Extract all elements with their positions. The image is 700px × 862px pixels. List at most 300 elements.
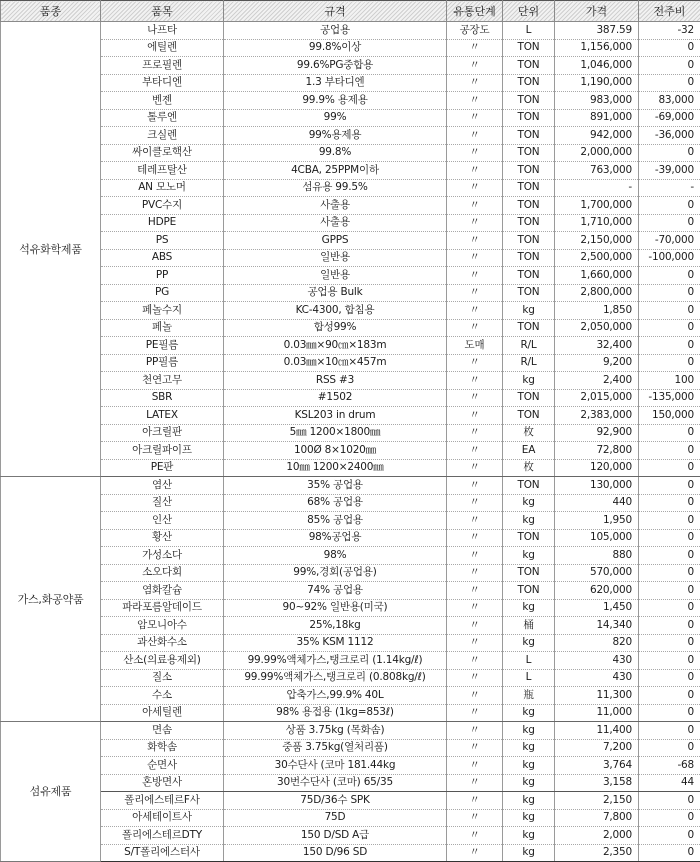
distribution-cell: 〃: [447, 774, 503, 792]
item-cell: 나프타: [101, 22, 224, 40]
weekly-change-cell: 0: [639, 652, 700, 670]
price-cell: 92,900: [555, 424, 639, 442]
item-cell: 테레프탈산: [101, 162, 224, 180]
item-cell: HDPE: [101, 214, 224, 232]
table-row: [1, 739, 700, 757]
price-cell: 2,150: [555, 792, 639, 810]
price-cell: 2,000: [555, 827, 639, 845]
spec-cell: 98% 용접용 (1kg=853ℓ): [224, 704, 447, 722]
unit-cell: TON: [503, 267, 555, 285]
price-cell: 2,500,000: [555, 249, 639, 267]
weekly-change-cell: 0: [639, 687, 700, 705]
weekly-change-cell: 0: [639, 582, 700, 600]
weekly-change-cell: 0: [639, 739, 700, 757]
weekly-change-cell: 0: [639, 144, 700, 162]
item-cell: 염산: [101, 477, 224, 495]
spec-cell: KC-4300, 합침용: [224, 302, 447, 320]
item-cell: 부타디엔: [101, 74, 224, 92]
distribution-cell: 〃: [447, 669, 503, 687]
table-row: [1, 424, 700, 442]
table-row: [1, 512, 700, 530]
unit-cell: TON: [503, 92, 555, 110]
spec-cell: 일반용: [224, 267, 447, 285]
spec-cell: 99.8%이상: [224, 39, 447, 57]
item-cell: 크실렌: [101, 127, 224, 145]
weekly-change-cell: 0: [639, 302, 700, 320]
unit-cell: TON: [503, 232, 555, 250]
unit-cell: kg: [503, 809, 555, 827]
distribution-cell: 도매: [447, 337, 503, 355]
price-cell: 1,190,000: [555, 74, 639, 92]
item-cell: PE필름: [101, 337, 224, 355]
item-cell: 질소: [101, 669, 224, 687]
distribution-cell: 〃: [447, 232, 503, 250]
spec-cell: 98%공업용: [224, 529, 447, 547]
item-cell: 질산: [101, 494, 224, 512]
spec-cell: 30수단사 (코마 181.44kg: [224, 757, 447, 775]
table-row: [1, 22, 700, 40]
spec-cell: 99.99%액체가스,탱크로리 (1.14kg/ℓ): [224, 652, 447, 670]
unit-cell: TON: [503, 582, 555, 600]
spec-cell: 중품 3.75kg(열처리품): [224, 739, 447, 757]
distribution-cell: 〃: [447, 547, 503, 565]
weekly-change-cell: 0: [639, 267, 700, 285]
category-cell: 섬유제품: [1, 722, 101, 862]
item-cell: 산소(의료용제외): [101, 652, 224, 670]
unit-cell: TON: [503, 39, 555, 57]
table-row: [1, 109, 700, 127]
spec-cell: 30번수단사 (코마) 65/35: [224, 774, 447, 792]
table-row: [1, 547, 700, 565]
item-cell: 폴리에스테르DTY: [101, 827, 224, 845]
price-cell: 2,350: [555, 844, 639, 862]
unit-cell: TON: [503, 564, 555, 582]
price-cell: 7,200: [555, 739, 639, 757]
table-row: [1, 389, 700, 407]
distribution-cell: 〃: [447, 302, 503, 320]
spec-cell: 35% KSM 1112: [224, 634, 447, 652]
price-cell: 11,300: [555, 687, 639, 705]
price-cell: 942,000: [555, 127, 639, 145]
table-row: [1, 179, 700, 197]
price-cell: 105,000: [555, 529, 639, 547]
category-cell: 석유화학제품: [1, 22, 101, 477]
distribution-cell: 〃: [447, 214, 503, 232]
weekly-change-cell: -39,000: [639, 162, 700, 180]
price-cell: 1,046,000: [555, 57, 639, 75]
price-cell: 983,000: [555, 92, 639, 110]
table-row: [1, 197, 700, 215]
table-row: [1, 477, 700, 495]
spec-cell: 일반용: [224, 249, 447, 267]
item-cell: 소오다회: [101, 564, 224, 582]
table-row: [1, 319, 700, 337]
unit-cell: R/L: [503, 354, 555, 372]
item-cell: SBR: [101, 389, 224, 407]
price-cell: 1,660,000: [555, 267, 639, 285]
spec-cell: 10㎜ 1200×2400㎜: [224, 459, 447, 477]
item-cell: 천연고무: [101, 372, 224, 390]
spec-cell: 1.3 부타디엔: [224, 74, 447, 92]
item-cell: 벤젠: [101, 92, 224, 110]
spec-cell: 90~92% 일반용(미국): [224, 599, 447, 617]
unit-cell: kg: [503, 757, 555, 775]
distribution-cell: 〃: [447, 372, 503, 390]
spec-cell: 150 D/SD A급: [224, 827, 447, 845]
price-cell: 1,950: [555, 512, 639, 530]
distribution-cell: 〃: [447, 109, 503, 127]
weekly-change-cell: 0: [639, 599, 700, 617]
table-row: [1, 582, 700, 600]
price-cell: 72,800: [555, 442, 639, 460]
table-row: [1, 844, 700, 862]
price-cell: 3,158: [555, 774, 639, 792]
price-cell: 1,700,000: [555, 197, 639, 215]
table-row: [1, 442, 700, 460]
distribution-cell: 〃: [447, 704, 503, 722]
unit-cell: R/L: [503, 337, 555, 355]
item-cell: 염화칼슘: [101, 582, 224, 600]
weekly-change-cell: 0: [639, 459, 700, 477]
table-row: [1, 687, 700, 705]
distribution-cell: 〃: [447, 92, 503, 110]
unit-cell: kg: [503, 827, 555, 845]
weekly-change-cell: 150,000: [639, 407, 700, 425]
weekly-change-cell: 0: [639, 477, 700, 495]
weekly-change-cell: 0: [639, 57, 700, 75]
item-cell: LATEX: [101, 407, 224, 425]
price-cell: 880: [555, 547, 639, 565]
distribution-cell: 〃: [447, 827, 503, 845]
table-row: [1, 284, 700, 302]
price-cell: 1,450: [555, 599, 639, 617]
weekly-change-cell: 0: [639, 634, 700, 652]
spec-cell: RSS #3: [224, 372, 447, 390]
weekly-change-cell: -68: [639, 757, 700, 775]
weekly-change-cell: 0: [639, 512, 700, 530]
spec-cell: 98%: [224, 547, 447, 565]
distribution-cell: 〃: [447, 267, 503, 285]
weekly-change-cell: -70,000: [639, 232, 700, 250]
spec-cell: 74% 공업용: [224, 582, 447, 600]
spec-cell: 사출용: [224, 197, 447, 215]
unit-cell: kg: [503, 599, 555, 617]
weekly-change-cell: 100: [639, 372, 700, 390]
distribution-cell: 〃: [447, 57, 503, 75]
distribution-cell: 공장도: [447, 22, 503, 40]
weekly-change-cell: 0: [639, 827, 700, 845]
item-cell: PS: [101, 232, 224, 250]
weekly-change-cell: 0: [639, 564, 700, 582]
item-cell: 폴리에스테르F사: [101, 792, 224, 810]
spec-cell: #1502: [224, 389, 447, 407]
distribution-cell: 〃: [447, 687, 503, 705]
weekly-change-cell: 0: [639, 722, 700, 740]
unit-cell: TON: [503, 162, 555, 180]
item-cell: 화학솜: [101, 739, 224, 757]
weekly-change-cell: 0: [639, 424, 700, 442]
table-row: [1, 144, 700, 162]
unit-cell: TON: [503, 197, 555, 215]
distribution-cell: 〃: [447, 792, 503, 810]
price-cell: 120,000: [555, 459, 639, 477]
table-row: [1, 529, 700, 547]
price-cell: 430: [555, 669, 639, 687]
table-row: [1, 792, 700, 810]
spec-cell: 99.6%PG중합용: [224, 57, 447, 75]
weekly-change-cell: 0: [639, 494, 700, 512]
price-cell: -: [555, 179, 639, 197]
item-cell: 에틸렌: [101, 39, 224, 57]
unit-cell: TON: [503, 57, 555, 75]
spec-cell: 75D: [224, 809, 447, 827]
category-cell: 가스,화공약품: [1, 477, 101, 722]
weekly-change-cell: 44: [639, 774, 700, 792]
unit-cell: TON: [503, 389, 555, 407]
unit-cell: TON: [503, 319, 555, 337]
unit-cell: kg: [503, 372, 555, 390]
price-cell: 11,000: [555, 704, 639, 722]
header-weekly-change: 전주비: [639, 1, 700, 22]
weekly-change-cell: -36,000: [639, 127, 700, 145]
unit-cell: TON: [503, 74, 555, 92]
table-row: [1, 634, 700, 652]
unit-cell: kg: [503, 302, 555, 320]
distribution-cell: 〃: [447, 599, 503, 617]
distribution-cell: 〃: [447, 424, 503, 442]
unit-cell: kg: [503, 739, 555, 757]
price-cell: 3,764: [555, 757, 639, 775]
table-row: [1, 617, 700, 635]
table-row: [1, 809, 700, 827]
distribution-cell: 〃: [447, 512, 503, 530]
table-row: [1, 722, 700, 740]
spec-cell: 100Ø 8×1020㎜: [224, 442, 447, 460]
table-row: [1, 214, 700, 232]
spec-cell: 25%,18kg: [224, 617, 447, 635]
distribution-cell: 〃: [447, 354, 503, 372]
item-cell: PG: [101, 284, 224, 302]
spec-cell: 섬유용 99.5%: [224, 179, 447, 197]
weekly-change-cell: -135,000: [639, 389, 700, 407]
weekly-change-cell: -: [639, 179, 700, 197]
weekly-change-cell: 0: [639, 284, 700, 302]
distribution-cell: 〃: [447, 162, 503, 180]
price-cell: 1,710,000: [555, 214, 639, 232]
table-row: [1, 372, 700, 390]
item-cell: 아세틸렌: [101, 704, 224, 722]
unit-cell: TON: [503, 127, 555, 145]
table-row: [1, 774, 700, 792]
unit-cell: TON: [503, 109, 555, 127]
table-row: [1, 57, 700, 75]
spec-cell: 99%: [224, 109, 447, 127]
price-cell: 9,200: [555, 354, 639, 372]
table-row: [1, 827, 700, 845]
item-cell: 혼방면사: [101, 774, 224, 792]
weekly-change-cell: 0: [639, 74, 700, 92]
table-row: [1, 39, 700, 57]
item-cell: 프로필렌: [101, 57, 224, 75]
item-cell: 아크릴판: [101, 424, 224, 442]
item-cell: S/T폴리에스터사: [101, 844, 224, 862]
table-row: [1, 92, 700, 110]
header-unit: 단위: [503, 1, 555, 22]
spec-cell: 공업용 Bulk: [224, 284, 447, 302]
spec-cell: 99%용제용: [224, 127, 447, 145]
spec-cell: 상품 3.75kg (목화솜): [224, 722, 447, 740]
spec-cell: 합성99%: [224, 319, 447, 337]
table-row: [1, 127, 700, 145]
distribution-cell: 〃: [447, 582, 503, 600]
item-cell: 황산: [101, 529, 224, 547]
table-row: [1, 407, 700, 425]
weekly-change-cell: 0: [639, 529, 700, 547]
weekly-change-cell: 0: [639, 354, 700, 372]
item-cell: 파라포름알데이드: [101, 599, 224, 617]
spec-cell: 35% 공업용: [224, 477, 447, 495]
table-row: [1, 354, 700, 372]
header-distribution: 유통단계: [447, 1, 503, 22]
spec-cell: 99.9% 용제용: [224, 92, 447, 110]
unit-cell: kg: [503, 634, 555, 652]
unit-cell: kg: [503, 494, 555, 512]
unit-cell: kg: [503, 704, 555, 722]
distribution-cell: 〃: [447, 407, 503, 425]
item-cell: PP: [101, 267, 224, 285]
spec-cell: KSL203 in drum: [224, 407, 447, 425]
distribution-cell: 〃: [447, 634, 503, 652]
unit-cell: kg: [503, 792, 555, 810]
weekly-change-cell: 0: [639, 704, 700, 722]
unit-cell: L: [503, 652, 555, 670]
table-row: [1, 232, 700, 250]
item-cell: 아세테이트사: [101, 809, 224, 827]
spec-cell: 150 D/96 SD: [224, 844, 447, 862]
unit-cell: 瓶: [503, 687, 555, 705]
weekly-change-cell: 0: [639, 792, 700, 810]
weekly-change-cell: 0: [639, 214, 700, 232]
distribution-cell: 〃: [447, 319, 503, 337]
table-row: [1, 652, 700, 670]
distribution-cell: 〃: [447, 74, 503, 92]
price-cell: 891,000: [555, 109, 639, 127]
price-cell: 440: [555, 494, 639, 512]
price-cell: 2,150,000: [555, 232, 639, 250]
weekly-change-cell: 0: [639, 617, 700, 635]
spec-cell: 68% 공업용: [224, 494, 447, 512]
table-row: [1, 459, 700, 477]
unit-cell: kg: [503, 512, 555, 530]
distribution-cell: 〃: [447, 442, 503, 460]
table-body: [1, 22, 700, 862]
unit-cell: EA: [503, 442, 555, 460]
header-item: 품목: [101, 1, 224, 22]
item-cell: PVC수지: [101, 197, 224, 215]
item-cell: PP필름: [101, 354, 224, 372]
distribution-cell: 〃: [447, 179, 503, 197]
table-row: [1, 249, 700, 267]
price-cell: 7,800: [555, 809, 639, 827]
distribution-cell: 〃: [447, 477, 503, 495]
distribution-cell: 〃: [447, 284, 503, 302]
table-row: [1, 74, 700, 92]
spec-cell: 4CBA, 25PPM이하: [224, 162, 447, 180]
price-cell: 2,383,000: [555, 407, 639, 425]
price-cell: 130,000: [555, 477, 639, 495]
table-row: [1, 757, 700, 775]
table-row: [1, 599, 700, 617]
weekly-change-cell: -100,000: [639, 249, 700, 267]
item-cell: 면솜: [101, 722, 224, 740]
distribution-cell: 〃: [447, 197, 503, 215]
spec-cell: 85% 공업용: [224, 512, 447, 530]
unit-cell: TON: [503, 214, 555, 232]
header-price: 가격: [555, 1, 639, 22]
distribution-cell: 〃: [447, 757, 503, 775]
unit-cell: 枚: [503, 459, 555, 477]
price-cell: 387.59: [555, 22, 639, 40]
distribution-cell: 〃: [447, 39, 503, 57]
weekly-change-cell: 0: [639, 669, 700, 687]
table-row: [1, 267, 700, 285]
unit-cell: TON: [503, 407, 555, 425]
price-cell: 1,850: [555, 302, 639, 320]
spec-cell: 99%,경회(공업용): [224, 564, 447, 582]
weekly-change-cell: 83,000: [639, 92, 700, 110]
table-row: [1, 162, 700, 180]
price-cell: 2,400: [555, 372, 639, 390]
price-cell: 763,000: [555, 162, 639, 180]
unit-cell: kg: [503, 547, 555, 565]
weekly-change-cell: 0: [639, 319, 700, 337]
price-cell: 1,156,000: [555, 39, 639, 57]
item-cell: 아크릴파이프: [101, 442, 224, 460]
price-cell: 2,015,000: [555, 389, 639, 407]
distribution-cell: 〃: [447, 529, 503, 547]
distribution-cell: 〃: [447, 617, 503, 635]
distribution-cell: 〃: [447, 144, 503, 162]
price-cell: 570,000: [555, 564, 639, 582]
price-cell: 14,340: [555, 617, 639, 635]
header-spec: 규격: [224, 1, 447, 22]
spec-cell: 0.03㎜×10㎝×457m: [224, 354, 447, 372]
header-category: 품종: [1, 1, 101, 22]
weekly-change-cell: 0: [639, 39, 700, 57]
item-cell: 페놀수지: [101, 302, 224, 320]
weekly-change-cell: -32: [639, 22, 700, 40]
item-cell: 가성소다: [101, 547, 224, 565]
distribution-cell: 〃: [447, 809, 503, 827]
item-cell: ABS: [101, 249, 224, 267]
price-cell: 2,000,000: [555, 144, 639, 162]
spec-cell: 5㎜ 1200×1800㎜: [224, 424, 447, 442]
unit-cell: TON: [503, 284, 555, 302]
unit-cell: TON: [503, 477, 555, 495]
distribution-cell: 〃: [447, 722, 503, 740]
weekly-change-cell: 0: [639, 547, 700, 565]
spec-cell: 사출용: [224, 214, 447, 232]
distribution-cell: 〃: [447, 494, 503, 512]
spec-cell: 99.8%: [224, 144, 447, 162]
item-cell: 페놀: [101, 319, 224, 337]
item-cell: 순면사: [101, 757, 224, 775]
distribution-cell: 〃: [447, 564, 503, 582]
unit-cell: TON: [503, 144, 555, 162]
unit-cell: L: [503, 22, 555, 40]
item-cell: 싸이클로핵산: [101, 144, 224, 162]
price-cell: 620,000: [555, 582, 639, 600]
